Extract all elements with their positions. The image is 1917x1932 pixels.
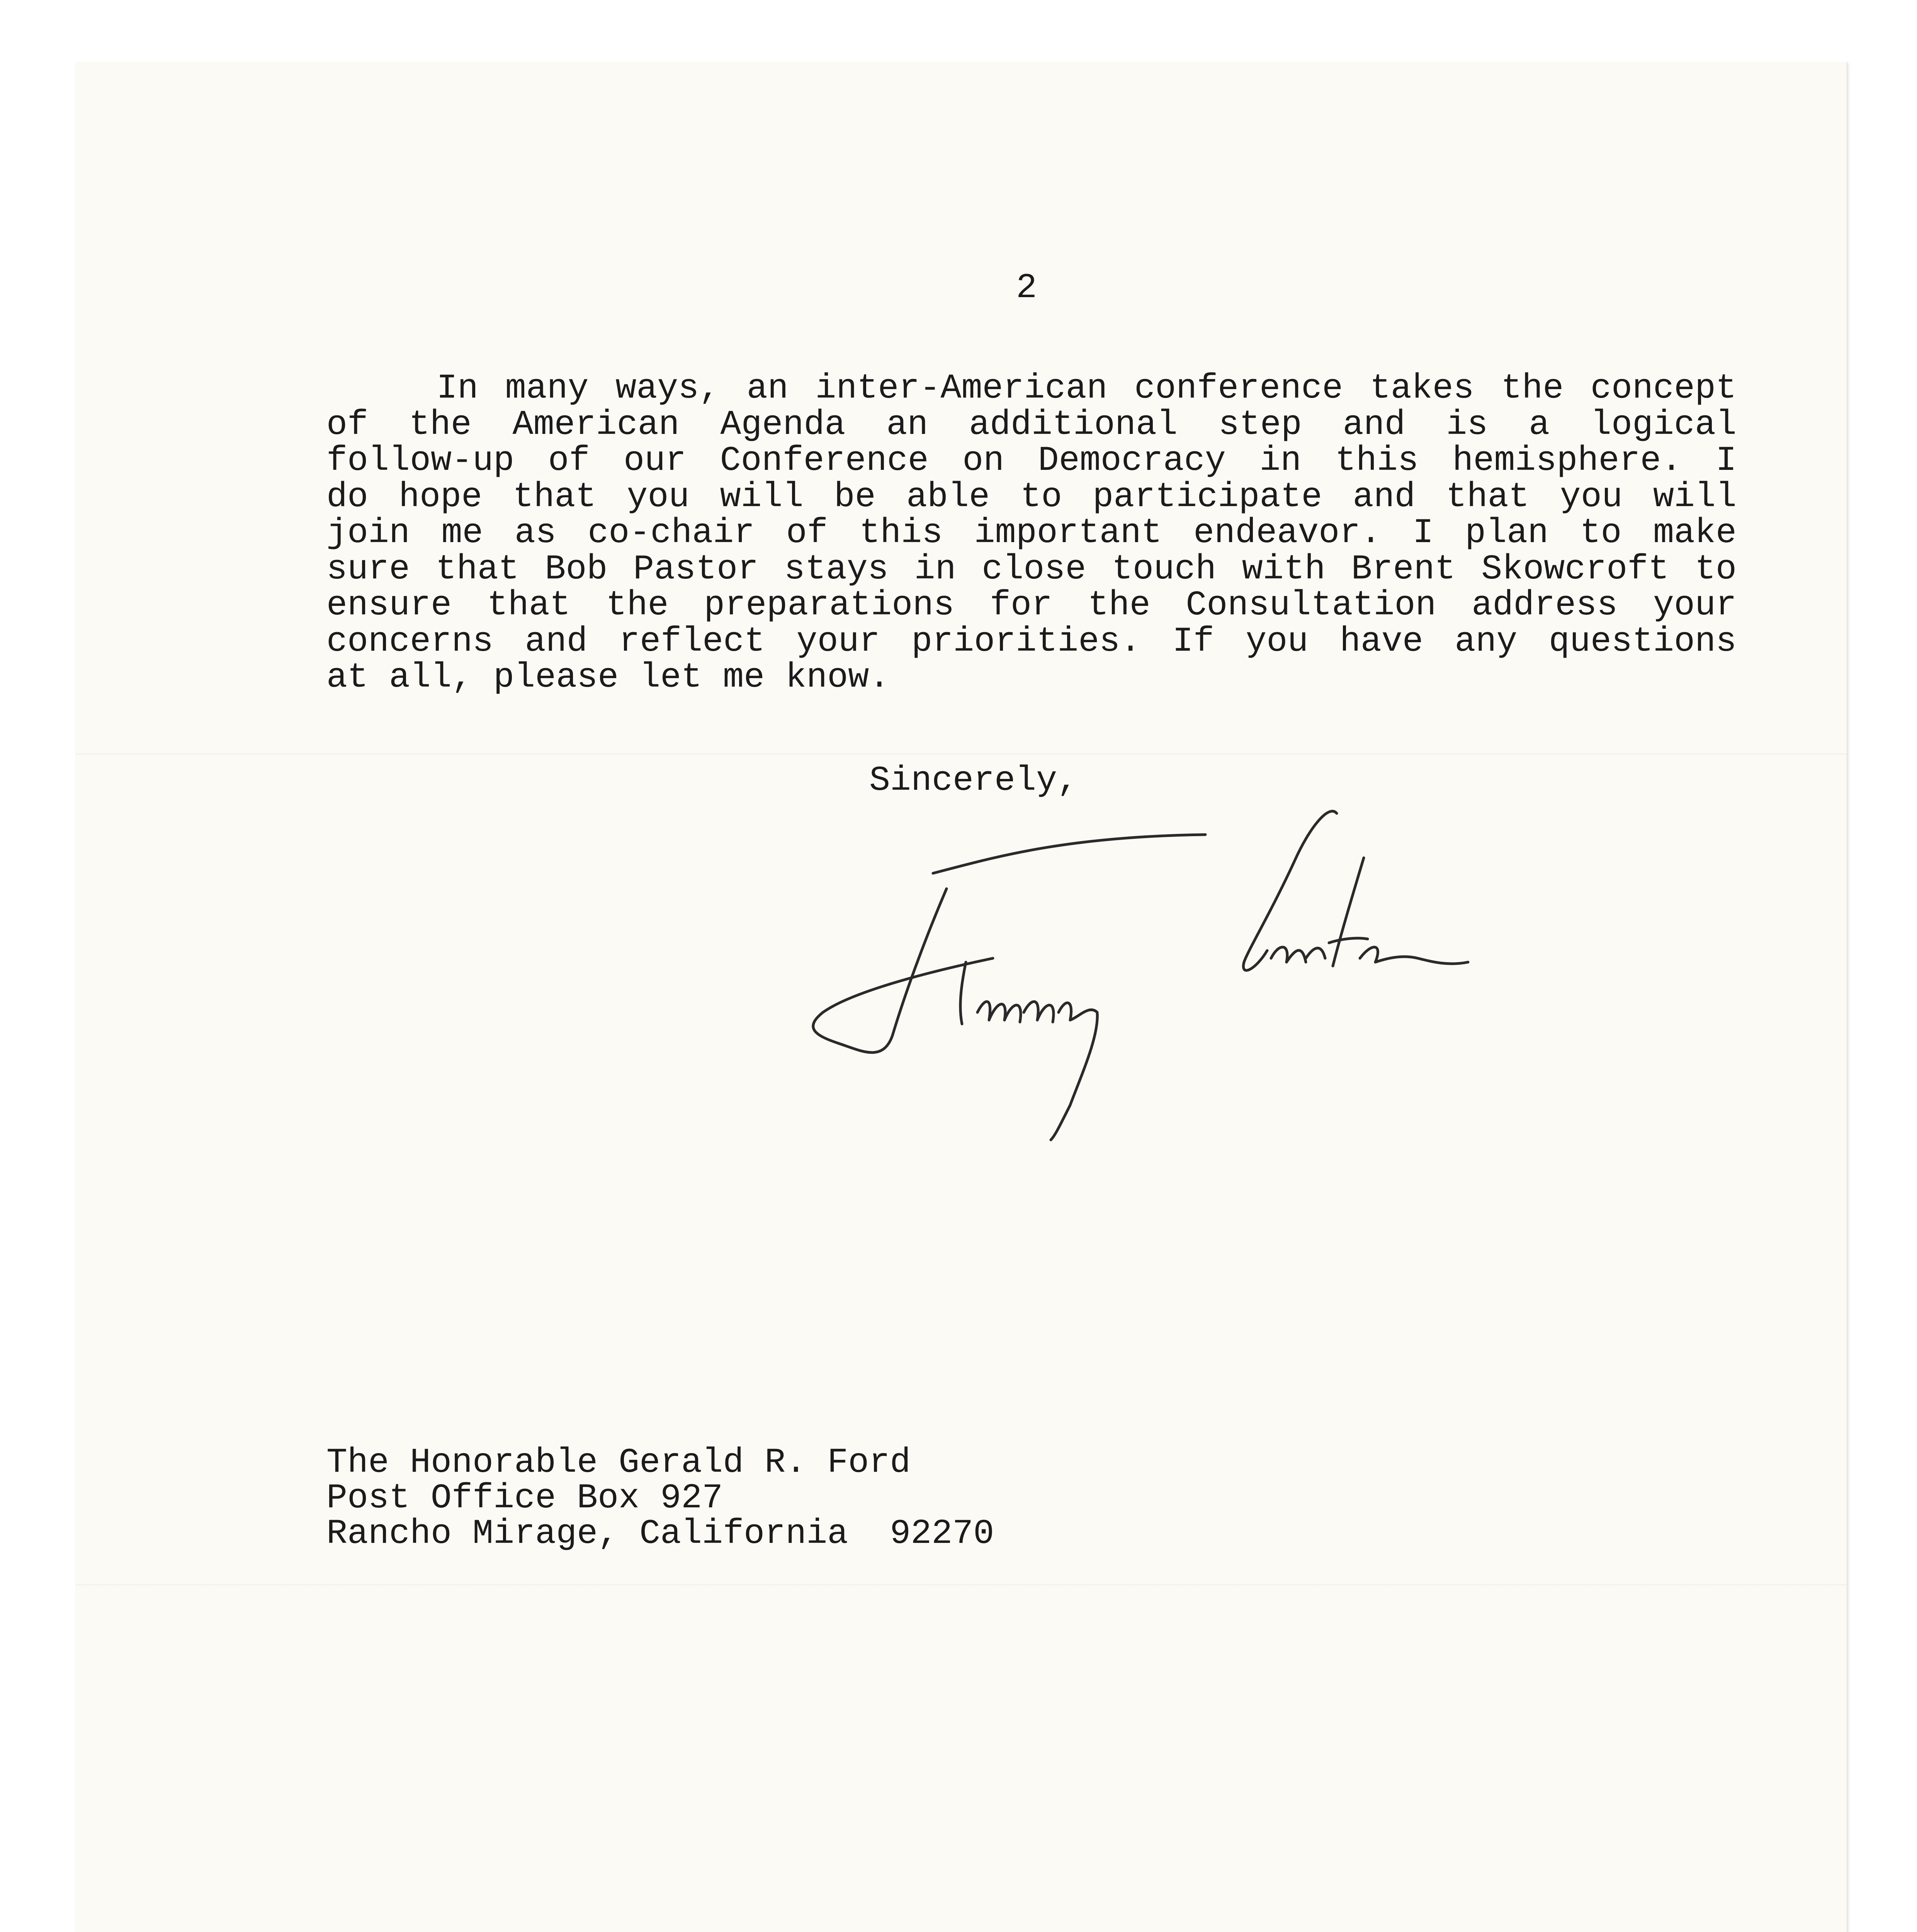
body-line: follow-up of our Conference on Democracy in this hemisphere. I — [326, 441, 1737, 481]
closing-salutation: Sincerely, — [869, 761, 1078, 801]
paper-fold-line — [75, 753, 1847, 755]
body-line: ensure that the preparations for the Consultation address your — [326, 586, 1737, 625]
letter-body-paragraph — [326, 371, 1737, 696]
address-line: The Honorable Gerald R. Ford — [326, 1443, 911, 1483]
address-line: Post Office Box 927 — [326, 1479, 723, 1518]
body-line: at all, please let me know. — [326, 658, 890, 697]
body-line: In many ways, an inter-American conference takes the concept — [437, 369, 1737, 408]
body-line: do hope that you will be able to participate and that you will — [326, 477, 1737, 517]
page-number: 2 — [1016, 269, 1037, 308]
handwritten-signature — [792, 796, 1487, 1144]
address-line: Rancho Mirage, California 92270 — [326, 1514, 994, 1554]
recipient-address — [326, 1445, 994, 1552]
body-line: sure that Bob Pastor stays in close touch with Brent Skowcroft to — [326, 549, 1737, 589]
paper-fold-line — [75, 1584, 1847, 1585]
body-line: concerns and reflect your priorities. If you have any questions — [326, 622, 1737, 662]
body-line: of the American Agenda an additional step and is a logical — [326, 405, 1737, 445]
body-line: join me as co-chair of this important endeavor. I plan to make — [326, 514, 1737, 553]
